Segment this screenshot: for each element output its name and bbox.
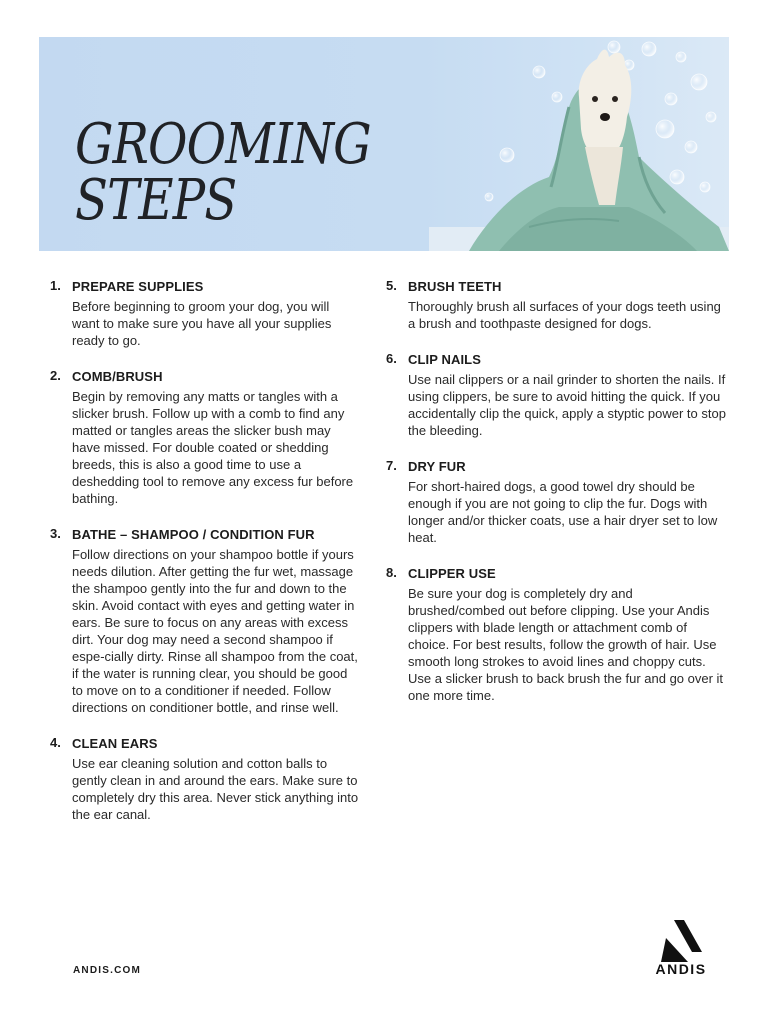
website-link[interactable]: ANDIS.COM <box>73 965 142 976</box>
step-heading: CLEAN EARS <box>72 736 158 751</box>
steps-column-left <box>50 278 360 842</box>
step-body: Before beginning to groom your dog, you will want to make sure you have all your supplies ready to go. <box>72 299 332 348</box>
step-number: 8. <box>386 565 397 580</box>
step-heading: PREPARE SUPPLIES <box>72 279 204 294</box>
title-line-1: GROOMING <box>75 112 371 177</box>
step-heading: CLIP NAILS <box>408 352 481 367</box>
step-item <box>50 368 360 507</box>
dog-in-towel-photo <box>429 37 729 251</box>
step-heading: CLIPPER USE <box>408 566 496 581</box>
step-item <box>386 458 726 546</box>
brand-wordmark: ANDIS <box>655 961 707 977</box>
step-item <box>50 735 360 823</box>
step-body: Follow directions on your shampoo bottle if yours needs dilution. After getting the fur wet, massage the shampoo gently into the fur and down to the skin. Avoid contact with eyes and getting water in ears. Be sure to focus on any areas with excess dirt. Your dog may need a second shampoo if espe-cially dirty. Rinse all shampoo from the coat, if the water is running clear, you should be good to move on to a conditioner if needed. Follow directions on conditioner bottle, and rinse well. <box>72 547 358 715</box>
step-heading: BRUSH TEETH <box>408 279 502 294</box>
header-banner <box>39 37 729 251</box>
step-number: 2. <box>50 368 61 383</box>
step-heading: BATHE – SHAMPOO / CONDITION FUR <box>72 527 315 542</box>
step-body: Use nail clippers or a nail grinder to shorten the nails. If using clippers, be sure to avoid hitting the quick. If you accidentally clip the quick, apply a styptic power to stop the bleeding. <box>408 372 726 438</box>
step-number: 6. <box>386 351 397 366</box>
step-number: 3. <box>50 526 61 541</box>
step-heading: DRY FUR <box>408 459 466 474</box>
step-body: Use ear cleaning solution and cotton balls to gently clean in and around the ears. Make sure to completely dry this area. Never stick anything into the ear canal. <box>72 756 359 822</box>
step-number: 4. <box>50 735 61 750</box>
step-body: Be sure your dog is completely dry and brushed/combed out before clipping. Use your Andis clippers with blade length or attachment comb of choice. For best results, follow the growth of hair. Use smooth long strokes to avoid lines and choppy cuts. Use a slicker brush to back brush the fur and go over it one more time. <box>408 586 724 703</box>
step-item <box>50 526 360 716</box>
step-item <box>386 565 726 704</box>
step-number: 1. <box>50 278 61 293</box>
step-body: Begin by removing any matts or tangles with a slicker brush. Follow up with a comb to find any matted or tangles areas the slicker bush may have missed. For double coated or shedding breeds, this is also a good time to use a deshedding tool to remove any excess fur before bathing. <box>72 389 354 506</box>
page-title <box>75 112 371 233</box>
step-item <box>386 351 726 439</box>
step-number: 7. <box>386 458 397 473</box>
title-line-2: STEPS <box>75 168 237 233</box>
step-body: For short-haired dogs, a good towel dry should be enough if you are not going to clip the fur. Dogs with longer and/or thicker coats, use a hair dryer set to low heat. <box>408 479 718 545</box>
step-item <box>386 278 726 332</box>
steps-column-right <box>386 278 726 723</box>
step-number: 5. <box>386 278 397 293</box>
step-heading: COMB/BRUSH <box>72 369 163 384</box>
step-body: Thoroughly brush all surfaces of your dogs teeth using a brush and toothpaste designed for dogs. <box>408 299 721 331</box>
step-item <box>50 278 360 349</box>
